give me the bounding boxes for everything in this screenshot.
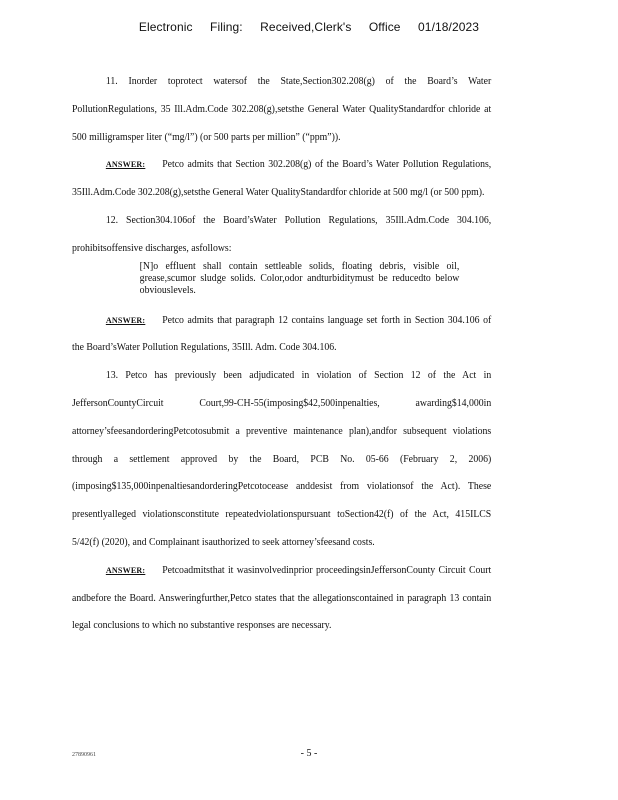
answer-text: Petco admits that Section 302.208(g) of the Board’s Water Pollution Regulations, 35Ill.Adm.Code 302.208(g),setsthe General Water QualityStandardfor chloride at 500 mg/l (or 500 ppm).: [72, 159, 492, 199]
paragraph-11: 11. Inorder toprotect watersof the State,Section302.208(g) of the Board’s Water PollutionRegulations, 35 Ill.Adm.Code 302.208(g),setsthe General Water QualityStandardfor chloride at 500 milligramsper liter (“mg/l”) (or 500 parts per million” (“ppm”)).: [72, 76, 492, 143]
answer-text: Petco admits that paragraph 12 contains language set forth in Section 304.106 of the Board’sWater Pollution Regulations, 35Ill. Adm. Code 304.106.: [72, 314, 492, 354]
answer-13: [72, 557, 491, 640]
paragraph-13: 13. Petco has previously been adjudicated in violation of Section 12 of the Act in JeffersonCountyCircuit Court,99-CH-55(imposing$42,500inpenalties, awarding$14,000in attorney’sfeesandorderingPetcotosubmit a preventive maintenance plan),andfor subsequent violations through a settlement approved by the Board, PCB No. 05-66 (February 2, 2006) (imposing$135,000inpenaltiesandorderingPetcotocease anddesist from violationsof the Act). These presentlyalleged violationsconstitute repeatedviolationspursuant toSection42(f) of the Act, 415ILCS 5/42(f) (2020), and Complainant isauthorized to seek attorney’sfeesand costs.: [72, 370, 492, 548]
answer-label: ANSWER:: [105, 159, 146, 170]
answer-11: [72, 151, 491, 207]
answer-label: ANSWER:: [105, 564, 146, 575]
block-quote: [N]o effluent shall contain settleable solids, floating debris, visible oil, grease,scumor sludge solids. Color,odor andturbiditymust be reducedto below obviouslevels.: [139, 260, 460, 296]
answer-text: Petcoadmitsthat it wasinvolvedinprior proceedingsinJeffersonCounty Circuit Court andbefore the Board. Answeringfurther,Petco states that the allegationscontained in paragraph 13 contain legal conclusions to which no substantive responses are necessary.: [72, 564, 492, 632]
page-number: - 5 -: [300, 748, 318, 759]
document-body: [72, 68, 491, 640]
filing-header: Electronic Filing: Received,Clerk's Office 01/18/2023: [138, 20, 480, 34]
paragraph-12: 12. Section304.106of the Board’sWater Pollution Regulations, 35Ill.Adm.Code 304.106, prohibitsoffensive discharges, asfollows:: [72, 214, 492, 254]
answer-12: [72, 307, 491, 363]
document-id: 27890961: [72, 752, 96, 758]
answer-label: ANSWER:: [105, 314, 146, 325]
